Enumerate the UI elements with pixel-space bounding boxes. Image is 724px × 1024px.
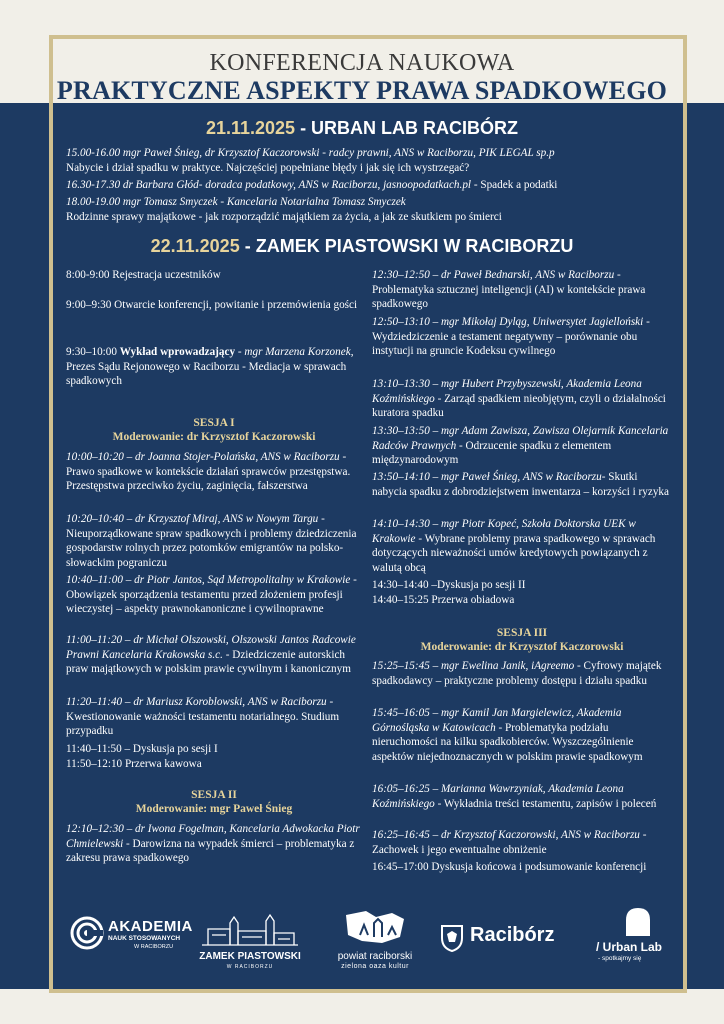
s1-talk-3-speaker: 10:40–11:00 – dr Piotr Jantos, Sąd Metropolitalny w Krakowie [66, 574, 351, 586]
coffee-break: 11:50–12:10 Przerwa kawowa [66, 758, 202, 770]
lecture-time: 9:30–10:00 [66, 346, 120, 358]
coat-of-arms-icon [440, 924, 464, 952]
day1-heading [0, 118, 724, 139]
s3-talk-1-speaker: 15:25–15:45 – mgr Ewelina Janik, iAgreemo [372, 660, 575, 672]
day1-item-3 [66, 195, 666, 224]
s2-talk-6-topic: - Skutki nabycia spadku z dobrodziejstwem inwentarza – korzyści i ryzyka [372, 471, 669, 498]
urbanlab-arch-icon [624, 906, 652, 936]
s1-talk-3-topic: - Obowiązek sporządzenia testamentu przed złożeniem profesji wieczystej – aspekty prawnokanoniczne i cywilnoprawne [66, 574, 357, 615]
day2-place: - ZAMEK PIASTOWSKI W RACIBORZU [239, 236, 574, 256]
header-subtitle: PRAKTYCZNE ASPEKTY PRAWA SPADKOWEGO [56, 76, 668, 105]
powiat-logo-name: powiat raciborski [337, 951, 413, 962]
s2-talk-7 [372, 517, 672, 575]
partner-logos [60, 900, 670, 980]
session1-moderator: Moderowanie: dr Krzysztof Kaczorowski [112, 431, 316, 443]
s1-talk-2-speaker: 10:20–10:40 – dr Krzysztof Miraj, ANS w Nowym Targu [66, 513, 319, 525]
session1-title: SESJA I [193, 417, 235, 429]
s3-talk-3-speaker: 16:05–16:25 – Marianna Wawrzyniak, Akademia Leona Koźmińskiego [372, 783, 624, 810]
urbanlab-logo-name: / Urban Lab [596, 940, 663, 954]
s1-talk-1-topic: - Prawo spadkowe w kontekście działań sprawców przestępstwa. Przestępstwa przeciwko życiu, zaginięcia, fałszerstwa [66, 451, 351, 492]
s3-talk-3 [372, 782, 672, 811]
opening-lecture [66, 345, 362, 389]
s2-talk-2 [372, 268, 672, 312]
s3-talk-1 [372, 659, 672, 688]
s2-talk-1 [66, 822, 362, 866]
raciborz-logo [440, 920, 580, 960]
lecture-rest: , Prezes Sądu Rejonowego w Raciborzu - Mediacja w sprawach spadkowych [66, 346, 354, 387]
zamek-logo [195, 905, 305, 975]
lecture-speaker: - mgr Marzena Korzonek [235, 346, 351, 358]
day1-item-2 [66, 178, 666, 193]
day1-item-1 [66, 146, 666, 175]
s1-talk-2 [66, 512, 362, 570]
s2-talk-6-speaker: 13:50–14:10 – mgr Paweł Śnieg, ANS w Raciborzu [372, 471, 602, 483]
opening: 9:00–9:30 Otwarcie konferencji, powitanie i przemówienia gości [66, 299, 358, 311]
ans-logo-name: AKADEMIA [108, 918, 193, 935]
urbanlab-logo [588, 904, 668, 974]
s2-talk-4-topic: - Zarząd spadkiem nieobjętym, czyli o działalności kuratora spadku [372, 392, 666, 419]
s3-talk-1-topic: - Cyfrowy majątek spadkodawcy – praktyczne problemy dostępu i działu spadku [372, 660, 662, 687]
powiat-map-icon [342, 907, 408, 947]
s2-talk-4 [372, 377, 672, 421]
s3-talk-4-topic: - Zachowek i jego ewentualne obniżenie [372, 829, 647, 856]
s2-talk-4-speaker: 13:10–13:30 – mgr Hubert Przybyszewski, Akademia Leona Koźmińskiego [372, 378, 642, 405]
final-discussion: 16:45–17:00 Dyskusja końcowa i podsumowanie konferencji [372, 861, 647, 873]
ans-emblem-icon [70, 916, 104, 950]
lunch-break: 14:40–15:25 Przerwa obiadowa [372, 594, 515, 606]
castle-icon [200, 911, 300, 947]
zamek-logo-sub: W RACIBORZU [226, 964, 274, 970]
s1-talk-2-topic: - Nieuporządkowane spraw spadkowych i problemy dziedziczenia gospodarstw rolnych przez potomków emigrantów na polsko-słowackim pograniczu [66, 513, 357, 569]
lecture-label: Wykład wprowadzający [119, 346, 236, 358]
s2-talk-3-topic: - Wydziedziczenie a testament negatywny – porównanie obu instytucji na gruncie Kodeksu cywilnego [372, 316, 650, 357]
s1-talk-4 [66, 633, 362, 677]
ans-logo-sub: NAUK STOSOWANYCH [108, 935, 181, 942]
ans-logo [70, 910, 193, 960]
s1-discussion: 11:40–11:50 – Dyskusja po sesji I [66, 743, 218, 755]
s1-talk-4-speaker: 11:00–11:20 – dr Michał Olszowski, Olszowski Jantos Radcowie Prawni Kancelaria Krakowska s.c. [66, 634, 356, 661]
s2-discussion: 14:30–14:40 –Dyskusja po sesji II [372, 579, 526, 591]
s2-talk-6 [372, 470, 672, 499]
day1-item-1-speaker: 15.00-16.00 mgr Paweł Śnieg, dr Krzysztof Kaczorowski - radcy prawni, ANS w Raciborzu, PIK LEGAL sp.p [66, 147, 555, 159]
s2-talk-3-speaker: 12:50–13:10 – mgr Mikołaj Dyląg, Uniwersytet Jagielloński [372, 316, 644, 328]
raciborz-logo-name: Racibórz [470, 924, 555, 946]
urbanlab-logo-sub: - spotkajmy się [598, 955, 642, 962]
s3-talk-2-topic: - Problematyka podziału nieruchomości na kilku spadkobierców. Wyszczególnienie aspektów niejednoznacznych w polskim prawie spadkowym [372, 721, 643, 763]
day2-heading [0, 236, 724, 257]
s2-talk-3 [372, 315, 672, 359]
s1-talk-5 [66, 695, 362, 739]
s2-talk-1-topic: - Darowizna na wypadek śmierci – problematyka z zakresu prawa spadkowego [66, 837, 355, 864]
s3-talk-4-speaker: 16:25–16:45 – dr Krzysztof Kaczorowski, ANS w Raciborzu [372, 829, 640, 841]
s2-talk-1-speaker: 12:10–12:30 – dr Iwona Fogelman, Kancelaria Adwokacka Piotr Chmielewski [66, 823, 360, 850]
s1-talk-1-speaker: 10:00–10:20 – dr Joanna Stojer-Polańska, ANS w Raciborzu [66, 451, 340, 463]
session2-moderator: Moderowanie: mgr Paweł Śnieg [135, 803, 293, 815]
s2-talk-7-speaker: 14:10–14:30 – mgr Piotr Kopeć, Szkoła Doktorska UEK w Krakowie [372, 518, 636, 545]
s2-talk-2-speaker: 12:30–12:50 – dr Paweł Bednarski, ANS w Raciborzu [372, 269, 615, 281]
registration: 8:00-9:00 Rejestracja uczestników [66, 269, 221, 281]
session3-moderator: Moderowanie: dr Krzysztof Kaczorowski [420, 641, 624, 653]
s2-talk-5-topic: - Odrzucenie spadku z elementem międzynarodowym [372, 439, 612, 466]
bottom-band [0, 989, 724, 1024]
s3-talk-2 [372, 706, 672, 764]
day1-place: - URBAN LAB RACIBÓRZ [295, 118, 519, 138]
day2-date: 22.11.2025 [150, 236, 240, 256]
s1-talk-5-speaker: 11:20–11:40 – dr Mariusz Koroblowski, ANS w Raciborzu [66, 696, 327, 708]
s1-talk-4-topic: - Dziedziczenie autorskich praw majątkowych w polskim prawie cywilnym i kanonicznym [66, 648, 351, 675]
header-title: KONFERENCJA NAUKOWA [209, 50, 515, 76]
powiat-logo [320, 905, 430, 975]
day1-item-3-speaker: 18.00-19.00 mgr Tomasz Smyczek - Kancelaria Notarialna Tomasz Smyczek [66, 196, 406, 208]
s3-talk-4 [372, 828, 672, 857]
powiat-logo-sub: zielona oaza kultur [341, 963, 409, 970]
day1-date: 21.11.2025 [205, 118, 296, 138]
s2-talk-5-speaker: 13:30–13:50 – mgr Adam Zawisza, Zawisza Olejarnik Kancelaria Radców Prawnych [372, 425, 669, 452]
s1-talk-1 [66, 450, 362, 494]
ans-logo-city: W RACIBORZU [134, 944, 174, 950]
zamek-logo-name: ZAMEK PIASTOWSKI [199, 951, 301, 962]
s1-talk-5-topic: - Kwestionowanie ważności testamentu notarialnego. Studium przypadku [66, 696, 340, 737]
day1-item-2-speaker: 16.30-17.30 dr Barbara Głód- doradca podatkowy, ANS w Raciborzu, jasnoopodatkach.pl [66, 179, 472, 191]
session2-title: SESJA II [191, 789, 237, 801]
s2-talk-5 [372, 424, 672, 468]
day1-item-3-topic: Rodzinne sprawy majątkowe - jak rozporządzić majątkiem za życia, a jak ze skutkiem po śmierci [66, 210, 502, 223]
s3-talk-2-speaker: 15:45–16:05 – mgr Kamil Jan Margielewicz, Akademia Górnośląska w Katowicach [372, 707, 622, 734]
day1-item-2-topic: - Spadek a podatki [471, 179, 558, 191]
day1-item-1-topic: Nabycie i dział spadku w praktyce. Najczęściej popełniane błędy i jak się ich wystrzegać? [66, 161, 470, 174]
s2-talk-2-topic: - Problematyka sztucznej inteligencji (AI) w kontekście prawa spadkowego [372, 269, 646, 310]
s3-talk-3-topic: - Wykładnia treści testamentu, zapisów i poleceń [434, 797, 657, 810]
session3-title: SESJA III [496, 627, 548, 639]
s1-talk-3 [66, 573, 362, 617]
s2-talk-7-topic: - Wybrane problemy prawa spadkowego w sprawach dotyczących nieważności umów kredytowych powiązanych z walutą obcą [372, 532, 656, 574]
